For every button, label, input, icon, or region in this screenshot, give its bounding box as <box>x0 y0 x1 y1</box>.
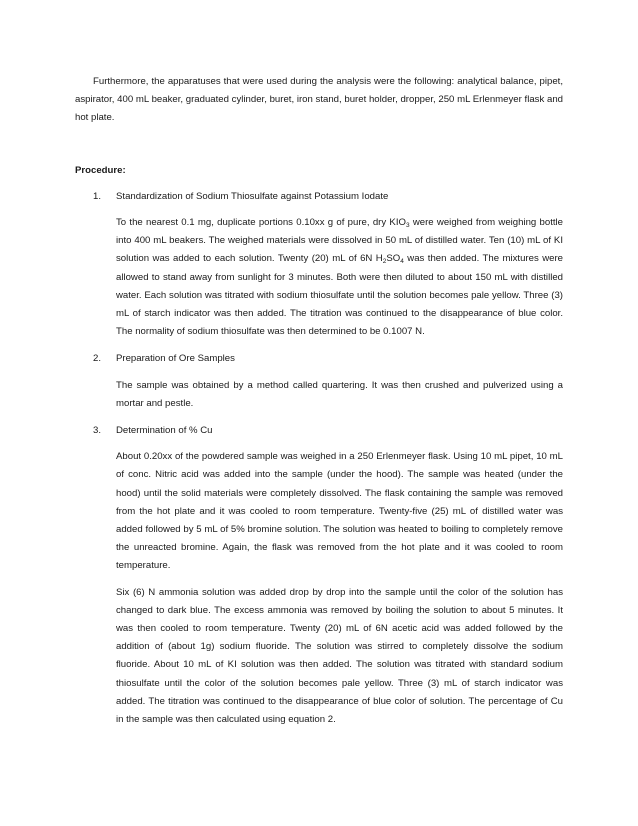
step-title-row <box>75 188 563 206</box>
step-title: Preparation of Ore Samples <box>116 353 235 365</box>
text-run: were weighed from weighing bottle into 400 mL beakers. The weighed materials were dissolved in 50 mL of distilled water. Ten (10) mL of KI solution was added to each solution. Twenty (20) mL of 6N H <box>116 217 564 265</box>
subscript: 4 <box>400 258 404 266</box>
step-title: Determination of % Cu <box>116 425 213 437</box>
procedure-step-2 <box>75 350 563 413</box>
text-run: was then added. The mixtures were allowed to stand away from sunlight for 3 minutes. Both were then diluted to about 150 mL with distilled water. Each solution was titrated with sodium thiosulfate until the solution becomes pale yellow. Three (3) mL of starch indicator was then added. The titration was continued to the disappearance of blue color. The normality of sodium thiosulfate was then determined to be 0.1007 N. <box>116 253 563 338</box>
step-paragraph: The sample was obtained by a method called quartering. It was then crushed and pulverized using a mortar and pestle. <box>116 379 563 409</box>
step-body <box>75 214 563 341</box>
text-run: SO <box>386 253 401 265</box>
step-paragraph: Six (6) N ammonia solution was added drop by drop into the sample until the color of the solution has changed to dark blue. The excess ammonia was removed by boiling the solution to about 5 minutes. It was then cooled to room temperature. Twenty (20) mL of 6N acetic acid was added followed by the addition of (about 1g) sodium fluoride. The solution was stirred to completely dissolve the sodium fluoride. About 10 mL of KI solution was then added. The solution was titrated with standard sodium thiosulfate until the color of the solution becomes pale yellow. Three (3) mL of starch indicator was added. The titration was continued to the disappearance of blue color of solution. The percentage of Cu in the sample was then calculated using equation 2. <box>116 586 563 726</box>
subscript: 2 <box>382 258 387 266</box>
step-title: Standardization of Sodium Thiosulfate against Potassium Iodate <box>116 190 389 202</box>
step-paragraph: About 0.20xx of the powdered sample was weighed in a 250 Erlenmeyer flask. Using 10 mL pipet, 10 mL of conc. Nitric acid was added into the sample (under the hood). The sample was heated (under the hood) until the solid materials were completely dissolved. The flask containing the sample was removed from the hot plate and it was cooled to room temperature. Twenty-five (25) mL of distilled water was added followed by 5 mL of 5% bromine solution. The solution was heated to boiling to completely remove the unreacted bromine. Again, the flask was removed from the hot plate and it was cooled to room temperature. <box>116 451 563 572</box>
step-number: 2. <box>93 353 102 365</box>
step-body <box>75 377 563 413</box>
step-title-row <box>75 422 563 440</box>
procedure-step-3 <box>75 422 563 729</box>
intro-paragraph: Furthermore, the apparatuses that were used during the analysis were the following: analytical balance, pipet, aspirator, 400 mL beaker, graduated cylinder, buret, iron stand, buret holder, dropper, 250 mL Erlenmeyer flask and hot plate. <box>75 76 563 124</box>
step-paragraph <box>116 214 563 341</box>
subscript: 3 <box>405 222 410 230</box>
text-run: To the nearest 0.1 mg, duplicate portions 0.10xx g of pure, dry KIO <box>116 217 406 229</box>
step-number: 3. <box>93 425 102 437</box>
step-number: 1. <box>93 190 102 202</box>
procedure-heading: Procedure: <box>75 164 126 176</box>
step-body <box>75 448 563 729</box>
procedure-step-1 <box>75 188 563 342</box>
step-title-row <box>75 350 563 368</box>
